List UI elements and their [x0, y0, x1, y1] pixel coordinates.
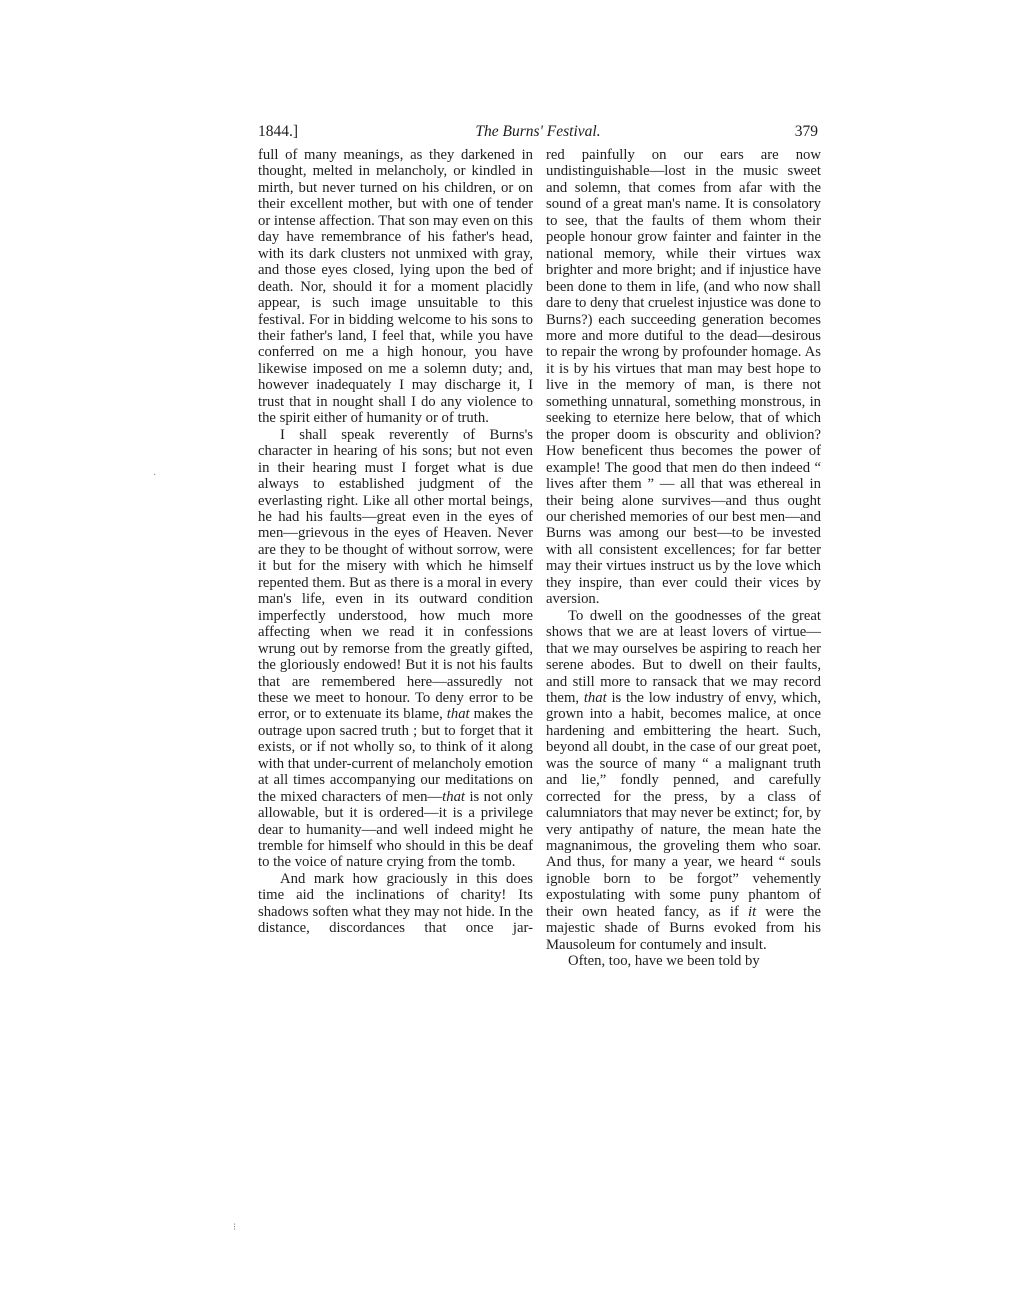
right-paragraph-2	[546, 608, 821, 954]
page-header	[258, 121, 818, 143]
left-paragraph-2-part-b: makes the outrage upon sacred truth ; but to forget that it exists, or if not wholly so, to think of it along with that under-current of melancholy emotion at all times accompanying our meditations on the mixed characters of men—	[258, 706, 534, 805]
emphasis-that: that	[583, 689, 607, 706]
emphasis-that: that	[446, 706, 470, 723]
margin-speck: ·	[153, 470, 157, 481]
left-column	[258, 147, 533, 937]
header-year: 1844.]	[258, 123, 299, 140]
left-paragraph-2	[258, 427, 533, 871]
left-paragraph-1: full of many meanings, as they darkened in thought, melted in melancholy, or kindled in mirth, but never turned on his children, or on their excellent mother, but with one of tender or intense affection. That son may even on this day have remembrance of his father's head, with its dark clusters not unmixed with gray, and those eyes closed, lying upon the bed of death. Nor, should it for a moment placidly appear, is such image unsuitable to this festival. For in bidding welcome to his sons to their father's land, I feel that, while you have conferred on me a high honour, you have likewise imposed on me a solemn duty; and, however inadequately I may discharge it, I trust that in nought shall I do any violence to the spirit either of humanity or of truth.	[258, 147, 533, 427]
right-paragraph-1: red painfully on our ears are now undistinguishable—lost in the music sweet and solemn, that comes from afar with the sound of a great man's name. It is consolatory to see, that the faults of them whom their people honour grow fainter and fainter in the national memory, while their virtues wax brighter and more bright; and if injustice have been done to them in life, (and who now shall dare to deny that cruelest injustice was done to Burns?) each succeeding generation becomes more and more dutiful to the dead—desirous to repair the wrong by profounder homage. As it is by his virtues that man may best hope to live in the memory of man, is there not something unnatural, something monstrous, in seeking to eternize here below, that of which the proper doom is obscurity and oblivion? How beneficent thus becomes the power of example! The good that men do then indeed “ lives after them ” — all that was ethereal in their being alone survives—and thus ought our cherished memories of our best men—and Burns was among our best—to be invested with all consistent excellences; for far better may their virtues instruct us by the love which they inspire, than ever could their vices by aversion.	[546, 147, 821, 608]
left-paragraph-3: And mark how graciously in this does time aid the inclinations of charity! Its shadows soften what they may not hide. In the distance, discordances that once jar-	[258, 870, 533, 937]
margin-speck: ⁝	[233, 1222, 237, 1233]
right-paragraph-2-part-b: is the low industry of envy, which, grown into a habit, becomes malice, at once hardening and embittering the heart. Such, beyond all doubt, in the case of our great poet, was the source of many “ a malignant truth and lie,” fondly penned, and carefully corrected for the press, by a class of calumniators that may never be extinct; for, by very antipathy of nature, the mean hate the magnanimous, the groveling them who soar. And thus, for many a year, we heard “ souls ignoble born to be forgot” vehemently expostulating with some puny phantom of their own heated fancy, as if	[546, 689, 822, 920]
left-paragraph-2-part-a: I shall speak reverently of Burns's character in hearing of his sons; but not even in their hearing must I forget what is due always to established judgment of the everlasting right. Like all other mortal beings, he had his faults—great even in the eyes of men—grievous in the eyes of Heaven. Never are they to be thought of without sorrow, were it but for the misery with which he himself repented them. But as there is a moral in every man's life, even in its outward condition imperfectly understood, how much more affecting when we read it in confessions wrung out by remorse from the greatly gifted, the gloriously endowed! But it is not his faults that are remembered here—assuredly not these we meet to honour. To deny error to be error, or to extenuate its blame,	[258, 426, 533, 723]
right-paragraph-3: Often, too, have we been told by	[568, 953, 760, 970]
page-number: 379	[794, 123, 818, 140]
left-paragraph-2-part-c: is not only allowable, but it is ordered—it is a privilege dear to humanity—and well indeed might he tremble for himself who should in this be deaf to the voice of nature crying from the tomb.	[258, 788, 533, 871]
right-paragraph-2-part-c: were the majestic shade of Burns evoked from his Mausoleum for contumely and insult.	[546, 903, 822, 953]
right-column	[546, 147, 821, 970]
header-title: The Burns' Festival.	[475, 123, 601, 140]
emphasis-that: that	[442, 788, 465, 805]
emphasis-it: it	[748, 903, 757, 920]
right-paragraph-2-part-a: To dwell on the goodnesses of the great shows that we are at least lovers of virtue—that we may ourselves be aspiring to reach her serene abodes. But to dwell on their faults, and still more to ransack that we may record them,	[546, 607, 821, 706]
